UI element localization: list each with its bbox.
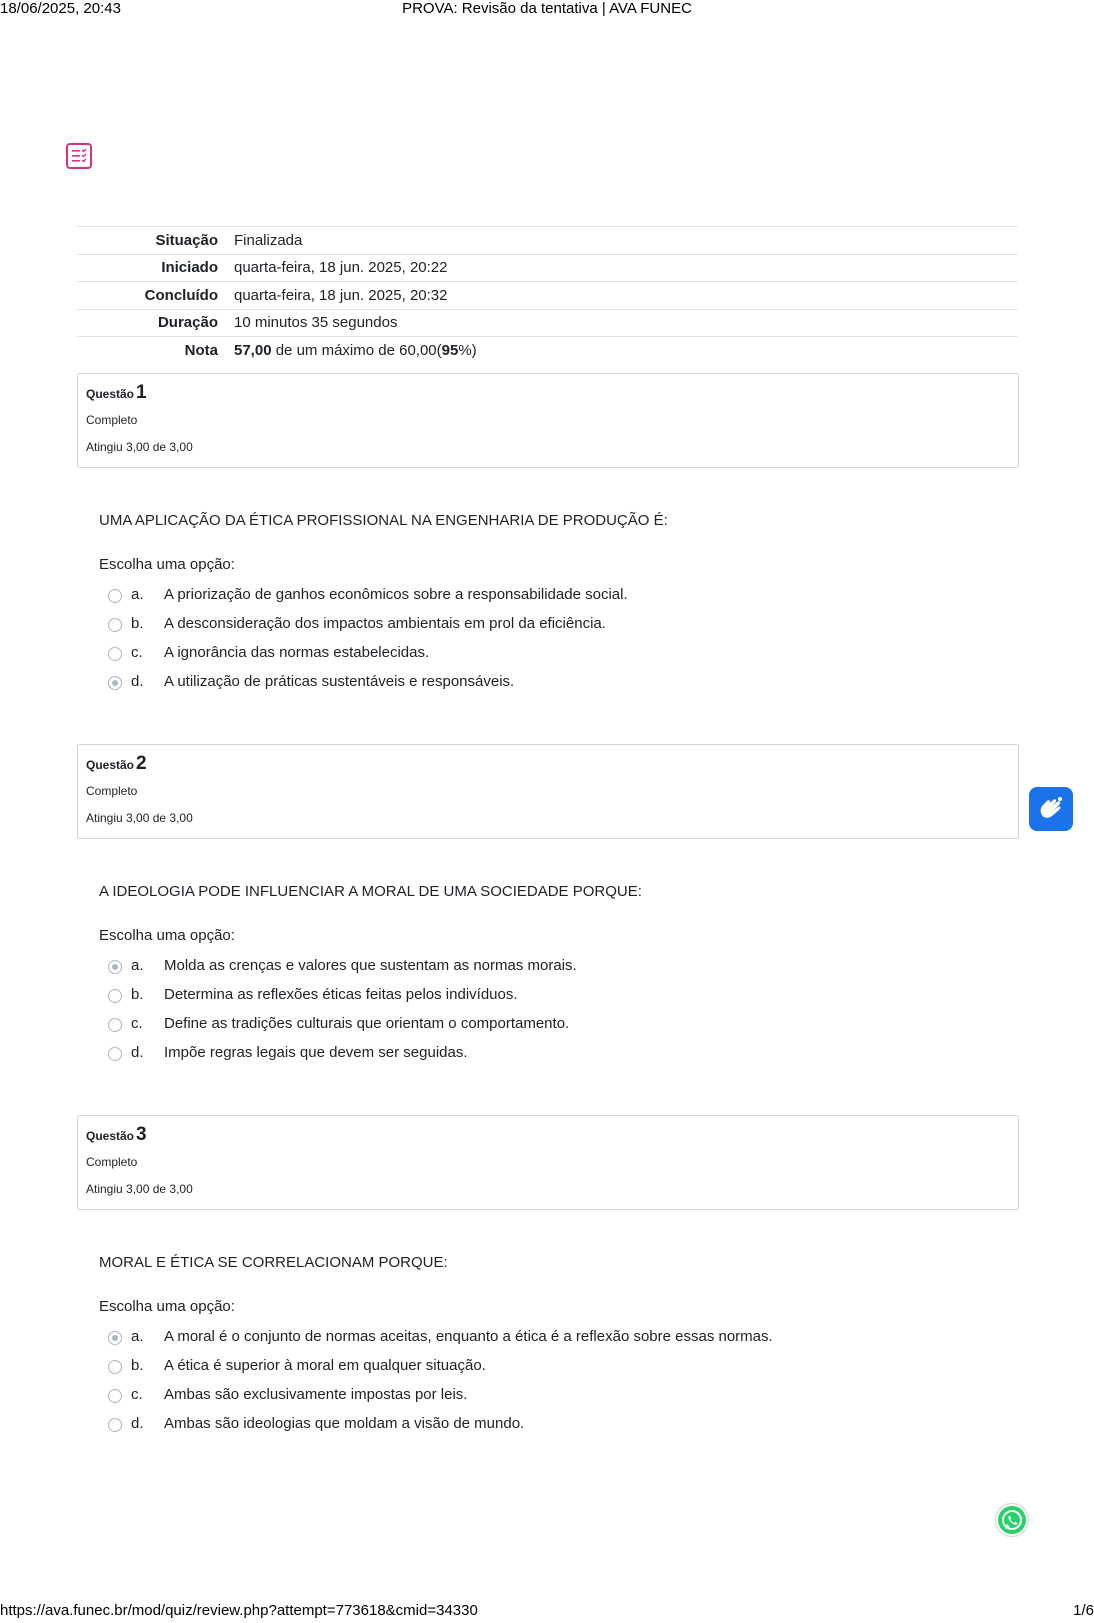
answer-option <box>108 1354 948 1383</box>
question-info-1 <box>77 373 1019 468</box>
answer-option <box>108 954 948 983</box>
answer-prompt: Escolha uma opção: <box>99 1298 235 1315</box>
summary-value: Finalizada <box>234 231 303 249</box>
answer-prompt: Escolha uma opção: <box>99 556 235 573</box>
print-page-number: 1/6 <box>1073 1602 1094 1619</box>
summary-value: quarta-feira, 18 jun. 2025, 20:32 <box>234 286 448 304</box>
radio-unchecked <box>108 647 122 661</box>
question-grade: Atingiu 3,00 de 3,00 <box>86 440 193 454</box>
grade-value <box>234 337 1018 365</box>
answer-text: Ambas são ideologias que moldam a visão de mundo. <box>164 1415 525 1432</box>
answer-text: A utilização de práticas sustentáveis e responsáveis. <box>164 673 515 690</box>
answer-prompt: Escolha uma opção: <box>99 927 235 944</box>
question-grade: Atingiu 3,00 de 3,00 <box>86 811 193 825</box>
summary-row <box>77 282 1018 310</box>
question-text: MORAL E ÉTICA SE CORRELACIONAM PORQUE: <box>99 1254 448 1271</box>
summary-row <box>77 254 1018 282</box>
summary-row <box>77 227 1018 255</box>
print-header <box>0 0 1094 20</box>
question-number <box>86 753 1010 775</box>
question-number-value: 3 <box>136 1124 147 1145</box>
answer-letter: d. <box>131 673 144 690</box>
answer-text: A ética é superior à moral em qualquer situação. <box>164 1357 486 1374</box>
summary-label: Duração <box>157 314 218 332</box>
answer-letter: c. <box>131 644 143 661</box>
answer-option <box>108 983 948 1012</box>
radio-checked <box>108 1331 122 1345</box>
quiz-icon-graphic <box>68 145 90 167</box>
answer-letter: c. <box>131 1386 143 1403</box>
question-label: Questão <box>86 1129 135 1143</box>
question-info-2 <box>77 744 1019 839</box>
summary-label: Situação <box>155 231 218 249</box>
summary-row <box>77 309 1018 337</box>
answer-option <box>108 1325 948 1354</box>
answer-option <box>108 1041 948 1070</box>
radio-unchecked <box>108 618 122 632</box>
summary-label: Nota <box>184 342 218 359</box>
answer-text: Ambas são exclusivamente impostas por leis. <box>164 1386 468 1403</box>
answer-list <box>108 583 948 699</box>
radio-checked <box>108 676 122 690</box>
question-number-value: 1 <box>136 382 147 403</box>
answer-option <box>108 1412 948 1441</box>
print-page-title: PROVA: Revisão da tentativa | AVA FUNEC <box>402 0 692 17</box>
summary-body <box>77 227 1018 365</box>
answer-list <box>108 1325 948 1441</box>
answer-letter: d. <box>131 1044 144 1061</box>
radio-unchecked <box>108 1018 122 1032</box>
answer-text: A priorização de ganhos econômicos sobre a responsabilidade social. <box>164 586 628 603</box>
grade-text: de um máximo de 60,00( <box>271 342 442 359</box>
question-label: Questão <box>86 758 135 772</box>
question-number <box>86 1124 1010 1146</box>
question-number <box>86 382 1010 404</box>
print-footer <box>0 1602 1094 1623</box>
question-label: Questão <box>86 387 135 401</box>
question-grade: Atingiu 3,00 de 3,00 <box>86 1182 193 1196</box>
grade-text-end: %) <box>458 342 477 359</box>
radio-unchecked <box>108 1389 122 1403</box>
radio-unchecked <box>108 1418 122 1432</box>
question-text: UMA APLICAÇÃO DA ÉTICA PROFISSIONAL NA ENGENHARIA DE PRODUÇÃO É: <box>99 512 668 529</box>
question-state: Completo <box>86 413 138 427</box>
radio-unchecked <box>108 589 122 603</box>
summary-value: 10 minutos 35 segundos <box>234 314 398 332</box>
answer-text: Define as tradições culturais que orientam o comportamento. <box>164 1015 570 1032</box>
attempt-summary-table <box>77 226 1018 364</box>
quiz-icon <box>66 143 92 169</box>
whatsapp-button[interactable] <box>996 1504 1028 1536</box>
answer-option <box>108 641 948 670</box>
whatsapp-icon <box>998 1506 1026 1534</box>
print-datetime: 18/06/2025, 20:43 <box>0 0 121 17</box>
answer-letter: b. <box>131 615 144 632</box>
answer-option <box>108 583 948 612</box>
summary-label: Concluído <box>144 286 218 304</box>
question-state: Completo <box>86 784 138 798</box>
answer-text: A moral é o conjunto de normas aceitas, enquanto a ética é a reflexão sobre essas normas. <box>164 1328 773 1345</box>
answer-letter: d. <box>131 1415 144 1432</box>
answer-text: Molda as crenças e valores que sustentam as normas morais. <box>164 957 577 974</box>
answer-letter: c. <box>131 1015 143 1032</box>
radio-unchecked <box>108 1047 122 1061</box>
question-state: Completo <box>86 1155 138 1169</box>
summary-row-grade <box>77 337 1018 365</box>
answer-list <box>108 954 948 1070</box>
grade-percent: 95 <box>441 342 459 359</box>
question-number-value: 2 <box>136 753 147 774</box>
answer-option <box>108 670 948 699</box>
answer-text: Impõe regras legais que devem ser seguidas. <box>164 1044 468 1061</box>
answer-letter: b. <box>131 1357 144 1374</box>
radio-checked <box>108 960 122 974</box>
vlibras-button[interactable] <box>1029 787 1073 831</box>
answer-letter: a. <box>131 1328 144 1345</box>
answer-option <box>108 1012 948 1041</box>
answer-text: A ignorância das normas estabelecidas. <box>164 644 430 661</box>
question-text: A IDEOLOGIA PODE INFLUENCIAR A MORAL DE UMA SOCIEDADE PORQUE: <box>99 883 642 900</box>
grade-score: 57,00 <box>234 342 272 359</box>
answer-letter: b. <box>131 986 144 1003</box>
summary-label: Iniciado <box>161 259 218 277</box>
radio-unchecked <box>108 1360 122 1374</box>
radio-unchecked <box>108 989 122 1003</box>
answer-letter: a. <box>131 586 144 603</box>
question-info-3 <box>77 1115 1019 1210</box>
answer-letter: a. <box>131 957 144 974</box>
sign-language-icon <box>1029 787 1073 831</box>
answer-text: Determina as reflexões éticas feitas pelos indivíduos. <box>164 986 518 1003</box>
answer-option <box>108 1383 948 1412</box>
summary-value: quarta-feira, 18 jun. 2025, 20:22 <box>234 259 448 277</box>
answer-option <box>108 612 948 641</box>
answer-text: A desconsideração dos impactos ambientais em prol da eficiência. <box>164 615 606 632</box>
print-url: https://ava.funec.br/mod/quiz/review.php?attempt=773618&cmid=34330 <box>0 1602 478 1619</box>
